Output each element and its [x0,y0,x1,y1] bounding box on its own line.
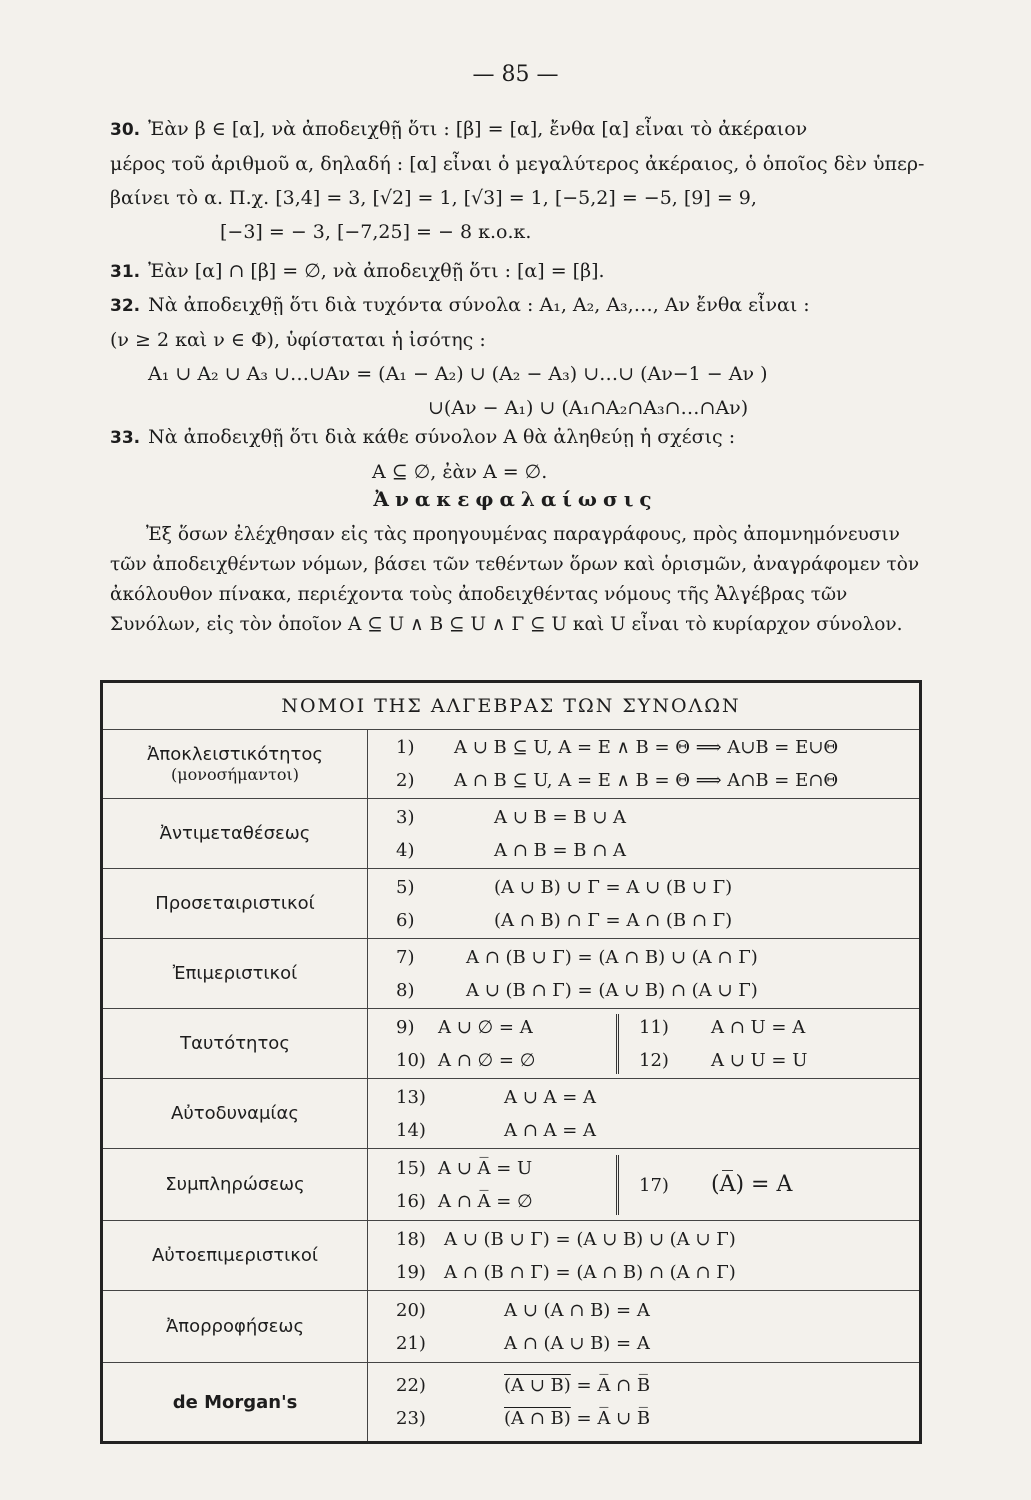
law-number: 13) [396,1086,426,1108]
category-cell [102,730,368,799]
law-number: 21) [396,1332,426,1354]
law-number: 19) [396,1261,426,1283]
law-formula: A ∩ (B ∪ Γ) = (A ∩ B) ∪ (A ∩ Γ) [466,946,758,968]
law-formula: A ∩ B = B ∩ A [494,839,627,861]
category-sublabel: (μονοσήμαντοι) [170,765,300,784]
category-label: Προσεταιριστικοί [102,869,368,939]
table-row [102,1363,921,1443]
law-formula: = A̅ ∪ B̅ [570,1408,651,1429]
exercise-text: A₁ ∪ A₂ ∪ A₃ ∪…∪Aν = (A₁ − A₂) ∪ (A₂ − A₃) ∪…∪ (Aν−1 − Aν ) [148,363,768,385]
law-number: 22) [396,1375,426,1396]
category-label: Αὐτοεπιμεριστικοί [102,1221,368,1291]
table-row [102,1291,921,1363]
exercise-31 [110,254,930,289]
law-cell [368,730,921,799]
laws-table [100,680,922,1444]
category-label: Ἀποκλειστικότητος [147,744,323,765]
law-formula: A ∩ U = A [711,1016,806,1038]
category-label: Αὐτοδυναμίας [102,1079,368,1149]
law-formula: A ∪ B ⊆ U, A = E ∧ B = Θ ⟹ A∪B = E∪Θ [454,737,839,758]
law-number: 18) [396,1228,426,1250]
law-formula: A ∩ ∅ = ∅ [438,1049,536,1071]
law-formula: (A ∪ B) ∪ Γ = A ∪ (B ∪ Γ) [494,876,733,898]
law-formula: A ∩ A̅ = ∅ [438,1190,533,1212]
exercise-text: A ⊆ ∅, ἐὰν A = ∅. [372,461,548,483]
exercise-32 [110,288,930,425]
law-cell [368,1291,921,1363]
table-row [102,730,921,799]
law-formula: A ∪ A = A [504,1086,597,1108]
law-cell [368,1221,921,1291]
law-number: 11) [639,1016,669,1038]
law-number: 7) [396,946,415,968]
law-formula-complement: (A ∩ B) [504,1408,571,1429]
law-number: 15) [396,1157,426,1179]
exercise-number: 32. [110,296,141,316]
law-formula: A ∪ B = B ∪ A [494,806,627,828]
exercise-text: (ν ≥ 2 καὶ ν ∈ Φ), ὑφίσταται ἡ ἰσότης : [110,329,486,351]
exercise-number: 31. [110,262,141,282]
law-cell [368,939,921,1009]
double-divider [616,1014,619,1074]
exercise-text: Ἐὰν β ∈ [α], νὰ ἀποδειχθῇ ὅτι : [β] = [α], ἔνθα [α] εἶναι τὸ ἀκέραιον [148,118,808,140]
table-row [102,799,921,869]
law-formula: (A ∩ B) ∩ Γ = A ∩ (B ∩ Γ) [494,909,733,931]
law-number: 4) [396,839,415,861]
exercise-30 [110,112,930,249]
table-row [102,1149,921,1221]
exercise-text: Ἐὰν [α] ∩ [β] = ∅, νὰ ἀποδειχθῇ ὅτι : [α] = [β]. [148,260,605,282]
law-formula-complement: (A ∪ B) [504,1375,571,1396]
table-row [102,1079,921,1149]
law-formula: A ∪ (B ∪ Γ) = (A ∪ B) ∪ (A ∪ Γ) [444,1228,736,1250]
page-number: — 85 — [472,62,559,87]
exercise-text: Νὰ ἀποδειχθῇ ὅτι διὰ τυχόντα σύνολα : A₁, A₂, A₃,…, Aν ἔνθα εἶναι : [148,294,810,316]
law-number: 6) [396,909,415,931]
law-cell [368,1009,921,1079]
table-title: ΝΟΜΟΙ ΤΗΣ ΑΛΓΕΒΡΑΣ ΤΩΝ ΣΥΝΟΛΩΝ [102,682,921,730]
exercise-text: Νὰ ἀποδειχθῇ ὅτι διὰ κάθε σύνολον A θὰ ἀληθεύῃ ἡ σχέσις : [148,426,736,448]
category-label: Συμπληρώσεως [102,1149,368,1221]
category-label: Ἀπορροφήσεως [102,1291,368,1363]
exercise-number: 33. [110,428,141,448]
law-number: 12) [639,1049,669,1071]
law-formula: (A̅) = A [711,1172,793,1197]
law-cell [368,1149,921,1221]
category-label: Ἐπιμεριστικοί [102,939,368,1009]
law-formula: A ∩ (B ∩ Γ) = (A ∩ B) ∩ (A ∩ Γ) [444,1261,736,1283]
law-number: 2) [396,770,415,791]
category-label: Ἀντιμεταθέσεως [102,799,368,869]
law-number: 8) [396,979,415,1001]
law-number: 16) [396,1190,426,1212]
table-row [102,1009,921,1079]
exercise-text: [−3] = − 3, [−7,25] = − 8 κ.ο.κ. [220,221,532,243]
category-label: Ταυτότητος [102,1009,368,1079]
exercise-text: ∪(Aν − A₁) ∪ (A₁∩A₂∩A₃∩…∩Aν) [428,397,749,419]
law-number: 5) [396,876,415,898]
law-formula: = A̅ ∩ B̅ [570,1375,651,1396]
law-number: 10) [396,1049,426,1071]
exercise-number: 30. [110,120,141,140]
law-formula: A ∪ U = U [711,1049,808,1071]
category-label: de Morgan's [102,1363,368,1443]
law-formula: A ∪ (A ∩ B) = A [504,1299,650,1321]
law-cell [368,1079,921,1149]
exercise-text: βαίνει τὸ α. Π.χ. [3,4] = 3, [√2] = 1, [√3] = 1, [−5,2] = −5, [9] = 9, [110,187,757,209]
double-divider [616,1155,619,1215]
summary-paragraph: Ἐξ ὅσων ἐλέχθησαν εἰς τὰς προηγουμένας παραγράφους, πρὸς ἀπομνημόνευσιν τῶν ἀποδειχθέντων νόμων, βάσει τῶν τεθέντων ὅρων καὶ ὁρισμῶν, ἀναγράφομεν τὸν ἀκόλουθον πίνακα, περιέχοντα τοὺς ἀποδειχθέντας νόμους τῆς Ἀλγέβρας τῶν Συνόλων, εἰς τὸν ὁποῖον A ⊆ U ∧ B ⊆ U ∧ Γ ⊆ U καὶ U εἶναι τὸ κυρίαρχον σύνολον. [110,524,920,635]
table-row [102,939,921,1009]
law-number: 14) [396,1119,426,1141]
law-number: 3) [396,806,415,828]
law-formula: A ∩ B ⊆ U, A = E ∧ B = Θ ⟹ A∩B = E∩Θ [454,770,839,791]
law-formula: A ∩ A = A [504,1119,597,1141]
law-number: 20) [396,1299,426,1321]
law-number: 9) [396,1016,415,1038]
law-cell [368,799,921,869]
table-row [102,869,921,939]
law-cell [368,869,921,939]
law-formula: A ∪ A̅ = U [438,1157,533,1179]
law-formula: A ∩ (A ∪ B) = A [504,1332,650,1354]
exercise-33 [110,420,930,489]
exercise-text: μέρος τοῦ ἀριθμοῦ α, δηλαδή : [α] εἶναι ὁ μεγαλύτερος ἀκέραιος, ὁ ὁποῖος δὲν ὑπερ- [110,153,925,175]
law-number: 17) [639,1175,669,1196]
law-formula: A ∪ ∅ = A [438,1016,533,1038]
section-heading: Ἀνακεφαλαίωσις [373,487,658,511]
table-row [102,1221,921,1291]
law-number: 23) [396,1408,426,1429]
law-formula: A ∪ (B ∩ Γ) = (A ∪ B) ∩ (A ∪ Γ) [466,979,758,1001]
law-cell [368,1363,921,1443]
law-number: 1) [396,737,415,758]
